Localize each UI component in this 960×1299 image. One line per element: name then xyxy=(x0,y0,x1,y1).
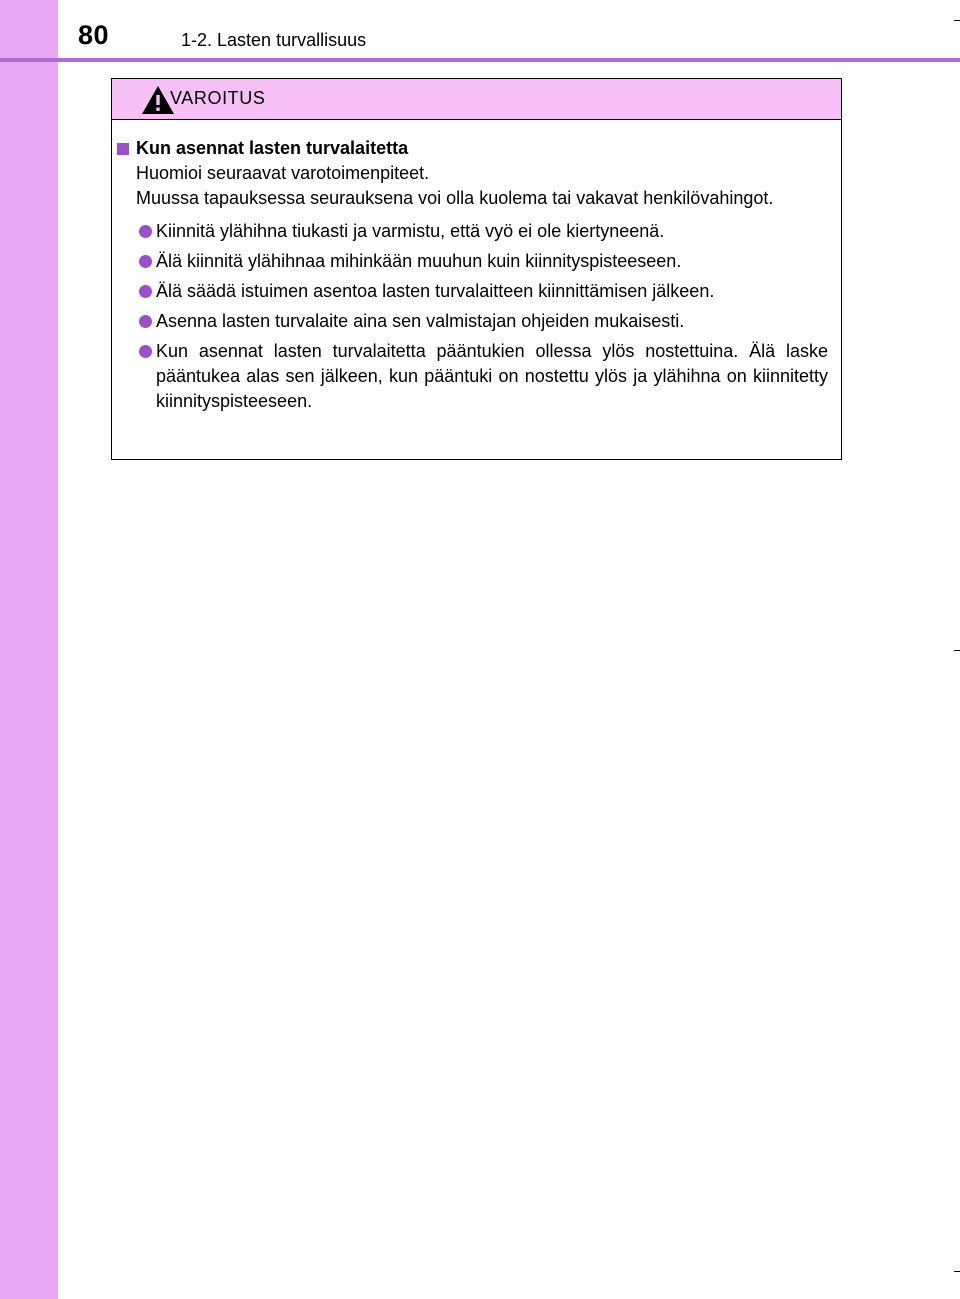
list-item xyxy=(112,249,828,274)
list-item-text: Asenna lasten turvalaite aina sen valmistajan ohjeiden mukaisesti. xyxy=(156,311,685,331)
crop-mark xyxy=(954,20,960,21)
crop-mark xyxy=(954,1271,960,1272)
dot-bullet-icon xyxy=(139,225,152,238)
warning-body xyxy=(112,120,841,414)
list-item xyxy=(112,279,828,304)
intro-line: Huomioi seuraavat varotoimenpiteet. xyxy=(136,163,430,183)
side-color-strip xyxy=(0,0,58,1299)
bullet-list xyxy=(112,219,828,414)
list-item xyxy=(112,219,828,244)
warning-header xyxy=(112,79,841,120)
section-title: 1-2. Lasten turvallisuus xyxy=(181,30,367,50)
warning-box xyxy=(111,78,842,460)
intro-line: Muussa tapauksessa seurauksena voi olla kuolema tai vakavat henkilövahingot. xyxy=(136,188,774,208)
page-number: 80 xyxy=(78,20,110,50)
square-bullet-icon xyxy=(117,143,129,155)
dot-bullet-icon xyxy=(139,285,152,298)
list-item-text: Kun asennat lasten turvalaitetta pääntukien ollessa ylös nostettuina. Älä laske pääntukea alas sen jälkeen, kun pääntuki on nostettu ylös ja ylähihna on kiinnitetty kiinnityspisteeseen. xyxy=(156,341,828,411)
dot-bullet-icon xyxy=(139,315,152,328)
list-item-text: Kiinnitä ylähihna tiukasti ja varmistu, että vyö ei ole kiertyneenä. xyxy=(156,221,665,241)
list-item-text: Älä kiinnitä ylähihnaa mihinkään muuhun kuin kiinnityspisteeseen. xyxy=(156,251,682,271)
list-item xyxy=(112,339,828,414)
warning-subheading xyxy=(112,136,828,161)
header-rule xyxy=(0,58,960,62)
dot-bullet-icon xyxy=(139,255,152,268)
crop-mark xyxy=(954,650,960,651)
list-item-text: Älä säädä istuimen asentoa lasten turvalaitteen kiinnittämisen jälkeen. xyxy=(156,281,715,301)
subheading-text: Kun asennat lasten turvalaitetta xyxy=(136,138,409,158)
warning-label: VAROITUS xyxy=(170,88,266,108)
list-item xyxy=(112,309,828,334)
dot-bullet-icon xyxy=(139,345,152,358)
